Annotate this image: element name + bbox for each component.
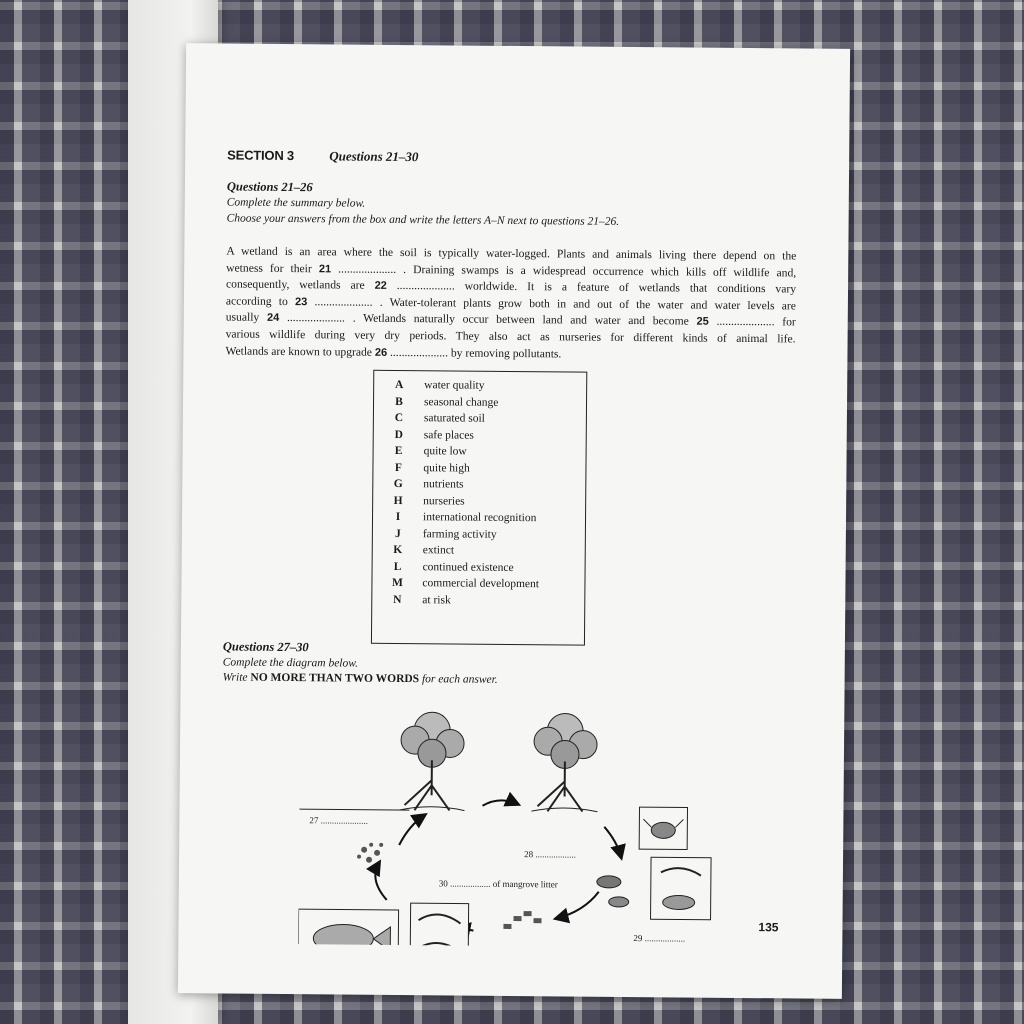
option-row [374, 443, 586, 461]
arrow-to-tree1 [399, 815, 424, 845]
answer-options-box [371, 370, 587, 646]
instruction-complete-summary: Complete the summary below. [226, 196, 366, 210]
fish-icon [298, 909, 398, 948]
option-row [373, 542, 585, 560]
summary-paragraph [225, 243, 796, 364]
question-number: 22 [374, 279, 387, 293]
label-30: 30 .................. of mangrove litter [438, 878, 558, 890]
option-letter: F [394, 461, 403, 474]
question-number: 25 [696, 315, 709, 329]
shrimp-and-fish-icon [651, 857, 712, 920]
option-letter: G [393, 477, 403, 491]
label-27: 27 ..................... [309, 815, 368, 826]
option-letter: J [394, 527, 401, 540]
summary-line: various wildlife during very dry periods. They also act as nurseries for different kinds of animal life. [225, 327, 796, 346]
detritus-icon [357, 843, 383, 863]
option-letter: H [393, 494, 403, 507]
page-number: 135 [758, 920, 779, 935]
option-text: quite low [423, 445, 467, 458]
leader-27 [298, 809, 409, 810]
question-number: 23 [295, 295, 308, 308]
section-header [227, 147, 418, 165]
option-letter: L [393, 560, 402, 573]
option-row [373, 558, 585, 576]
option-row [373, 476, 585, 494]
summary-line: Wetlands are known to upgrade 26 .................... by removing pollutants. [225, 344, 562, 360]
option-letter: D [394, 428, 403, 441]
option-row [372, 575, 584, 593]
section-questions: Questions 21–30 [329, 148, 419, 165]
option-letter: M [391, 576, 403, 590]
option-row [374, 426, 586, 444]
instruction-complete-diagram: Complete the diagram below. [222, 656, 359, 670]
summary-line: according to 23 .................... . Water-tolerant plants grow both in and out of the water and water levels are [225, 294, 796, 313]
mangrove-tree-2-icon [531, 713, 598, 812]
arrow-to-crab [604, 827, 621, 857]
instruction-choose-answers: Choose your answers from the box and write the letters A–N next to questions 21–26. [226, 212, 620, 228]
option-text: commercial development [422, 577, 540, 591]
option-text: safe places [423, 428, 474, 442]
option-row [372, 591, 584, 609]
option-text: quite high [423, 461, 470, 475]
option-row [373, 492, 585, 510]
option-letter: A [394, 378, 404, 392]
option-letter: B [395, 395, 403, 408]
option-text: continued existence [422, 560, 514, 574]
option-row [373, 509, 585, 527]
option-letter: E [394, 444, 403, 458]
option-text: saturated soil [423, 412, 485, 425]
questions-21-26-heading: Questions 21–26 [226, 179, 313, 195]
arrow-to-litter [557, 891, 599, 918]
summary-line: consequently, wetlands are 22 .................... worldwide. It is a feature of wetlands that conditions vary [225, 277, 797, 296]
question-number: 21 [318, 262, 332, 275]
arrow-to-detritus [375, 863, 387, 900]
instruction-word-limit: Write NO MORE THAN TWO WORDS for each answer. [222, 671, 498, 686]
label-29: 29 .................. [633, 933, 686, 944]
word-limit-bold: NO MORE THAN TWO WORDS [250, 671, 420, 686]
option-letter: C [394, 411, 404, 425]
question-number: 26 [374, 346, 388, 359]
option-text: nurseries [423, 494, 465, 508]
label-28: 28 .................. [524, 849, 576, 860]
arrow-tree1-to-tree2 [483, 800, 518, 806]
section-label: SECTION 3 [227, 147, 295, 164]
option-letter: K [393, 543, 403, 557]
option-row [374, 377, 586, 395]
mangrove-tree-1-icon [399, 712, 465, 811]
shrimp-icon [410, 903, 469, 948]
option-text: international recognition [422, 511, 537, 525]
mangrove-leaves-icon [597, 876, 629, 907]
questions-27-30-heading: Questions 27–30 [222, 639, 309, 655]
option-text: water quality [424, 379, 485, 392]
question-number: 24 [266, 312, 280, 325]
option-row [374, 393, 586, 411]
book-page [178, 43, 850, 999]
option-text: nutrients [423, 478, 464, 491]
leaf-litter-icon [503, 911, 541, 929]
option-text: extinct [422, 544, 455, 557]
option-letter: I [395, 510, 401, 524]
option-text: farming activity [422, 527, 497, 541]
summary-line: usually 24 .................... . Wetlands naturally occur between land and water and become 25 .................... for [225, 310, 796, 329]
summary-line: wetness for their 21 .................... . Draining swamps is a widespread occurrence which kills off wildlife and, [226, 261, 797, 280]
option-row [373, 459, 585, 477]
summary-line: A wetland is an area where the soil is typically water-logged. Plants and animals living there depend on the [226, 244, 797, 263]
option-text: at risk [422, 593, 451, 606]
option-row [374, 410, 586, 428]
option-text: seasonal change [423, 395, 499, 409]
option-letter: N [393, 593, 402, 606]
option-row [373, 525, 585, 543]
crab-icon [639, 807, 687, 849]
mangrove-food-cycle-diagram [298, 684, 740, 948]
